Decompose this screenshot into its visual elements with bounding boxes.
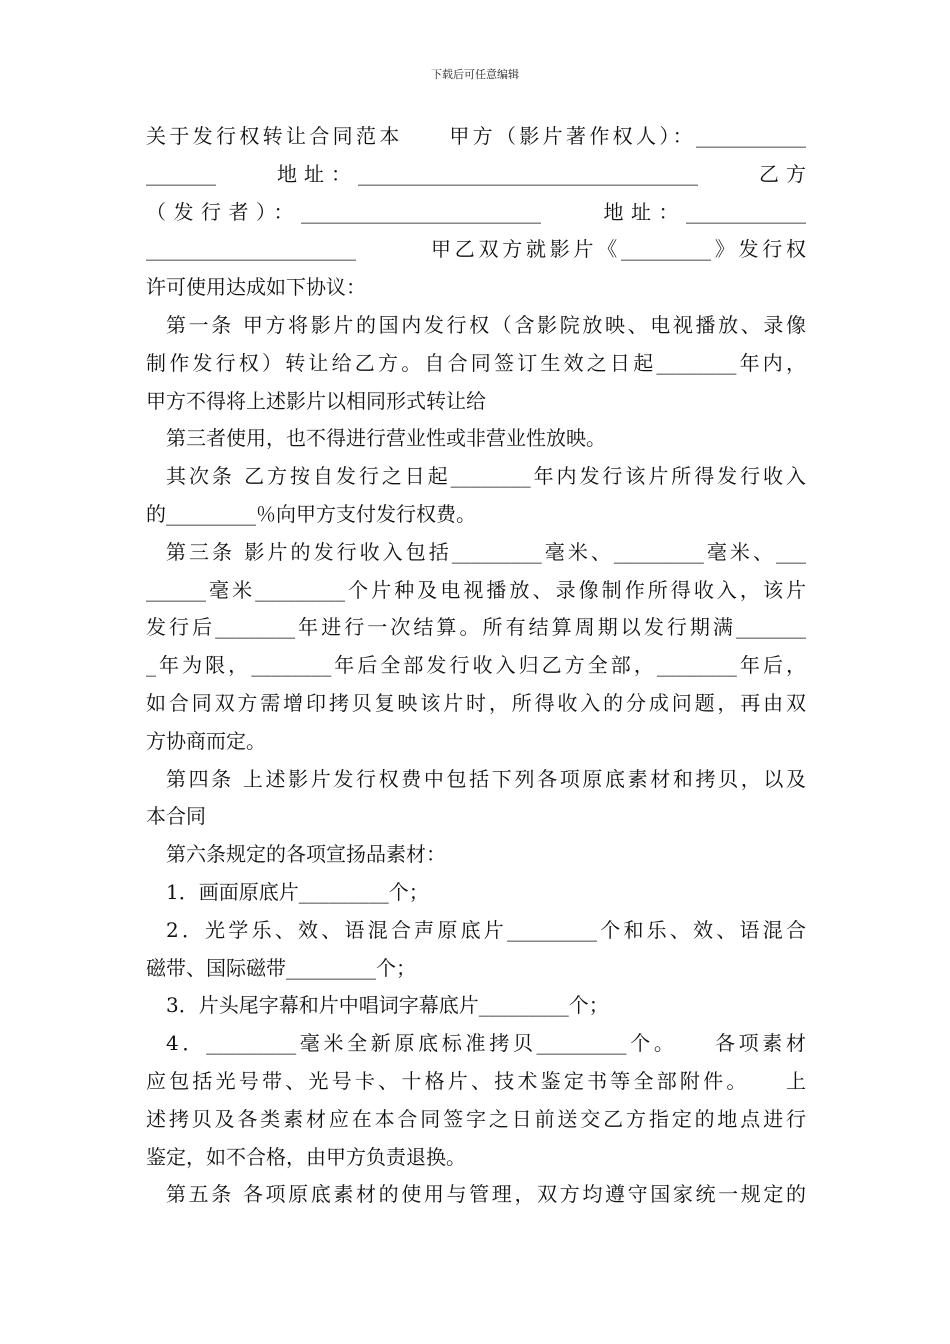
text-line: 第四条 上述影片发行权费中包括下列各项原底素材和拷贝，以及 xyxy=(166,766,806,791)
text-line: 第三条 影片的发行收入包括_________毫米、_________毫米、___ xyxy=(166,539,806,564)
text-line: 第三者使用，也不得进行营业性或非营业性放映。 xyxy=(166,426,606,451)
text-line: 第一条 甲方将影片的国内发行权（含影院放映、电视播放、录像 xyxy=(166,313,806,337)
text-line: 2．光学乐、效、语混合声原底片_________个和乐、效、语混合 xyxy=(166,917,806,942)
text-line: 1．画面原底片_________个； xyxy=(166,880,429,904)
text-line: 应包括光号带、光号卡、十格片、技术鉴定书等全部附件。 上 xyxy=(146,1069,806,1093)
text-line: _______ 地址：__________________________________ 乙方 xyxy=(146,161,806,186)
text-line: _年为限，________年后全部发行收入归乙方全部，________年后， xyxy=(146,653,806,678)
text-line: 如合同双方需增印拷贝复映该片时，所得收入的分成问题，再由双 xyxy=(146,691,806,715)
text-line: 4．_________毫米全新原底标准拷贝_________个。 各项素材 xyxy=(166,1031,806,1056)
text-line: 关于发行权转让合同范本 甲方（影片著作权人）：___________ xyxy=(146,124,806,148)
text-line: 许可使用达成如下协议： xyxy=(146,275,366,300)
text-line: 其次条 乙方按自发行之日起________年内发行该片所得发行收入 xyxy=(166,464,806,489)
text-line: 方协商而定。 xyxy=(146,728,266,753)
text-line: 磁带、国际磁带_________个； xyxy=(146,955,416,980)
text-line: 鉴定，如不合格，由甲方负责退换。 xyxy=(146,1144,466,1169)
text-line: （发行者）：________________________ 地址：____________ xyxy=(146,199,806,224)
text-line: 制作发行权）转让给乙方。自合同签订生效之日起________年内， xyxy=(146,350,806,375)
text-line: _____________________ 甲乙双方就影片《_________》发行权 xyxy=(146,237,806,262)
text-line: 述拷贝及各类素材应在本合同签字之日前送交乙方指定的地点进行 xyxy=(146,1106,806,1131)
text-line: 发行后________年进行一次结算。所有结算周期以发行期满_______ xyxy=(146,615,806,640)
text-line: 本合同 xyxy=(146,804,206,829)
text-line: 3．片头尾字幕和片中唱词字幕底片_________个； xyxy=(166,993,609,1018)
page-header: 下载后可任意编辑 xyxy=(431,68,519,81)
text-line: 的_________％向甲方支付发行权费。 xyxy=(146,502,476,526)
text-line: 第六条规定的各项宣扬品素材： xyxy=(166,842,446,867)
text-line: ______毫米_________个片种及电视播放、录像制作所得收入，该片 xyxy=(146,577,806,602)
text-line: 甲方不得将上述影片以相同形式转让给 xyxy=(146,388,486,413)
text-line: 第五条 各项原底素材的使用与管理，双方均遵守国家统一规定的 xyxy=(166,1182,806,1207)
